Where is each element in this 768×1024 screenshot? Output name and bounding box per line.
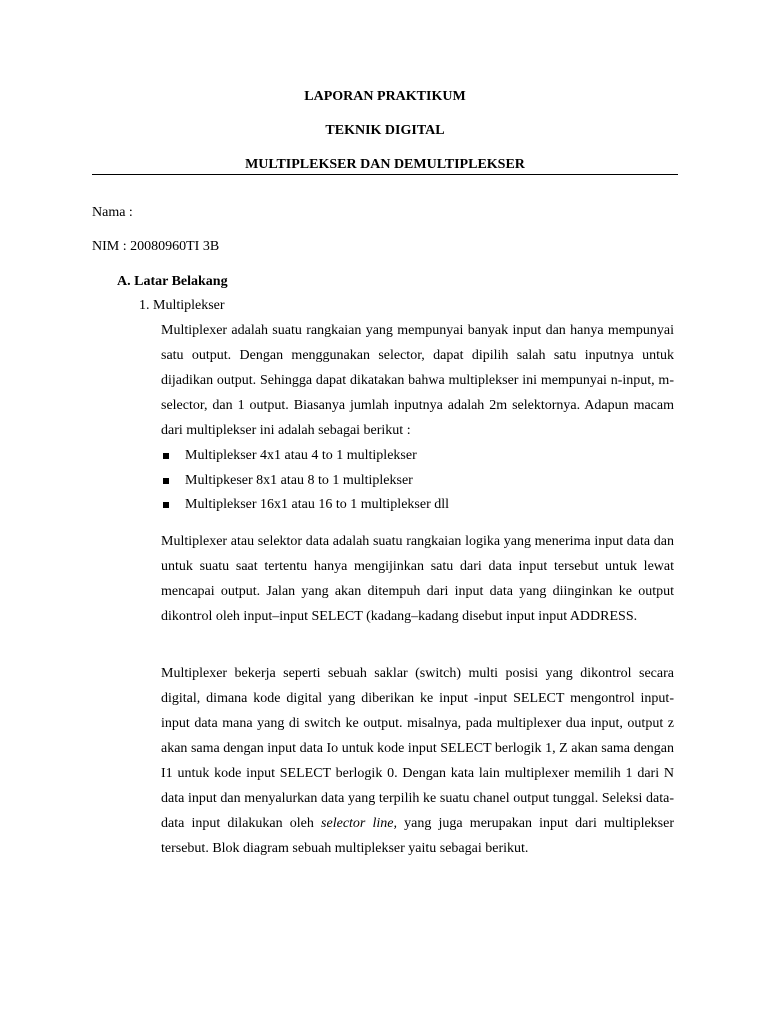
paragraph-3-italic-term: selector line, xyxy=(321,816,398,831)
section-heading: A. Latar Belakang xyxy=(117,274,228,289)
paragraph-2 xyxy=(161,529,674,629)
report-title: LAPORAN PRAKTIKUM xyxy=(304,89,466,104)
list-item-text: Multipkeser 8x1 atau 8 to 1 multiplekser xyxy=(185,472,413,488)
nim-field: NIM : 20080960TI 3B xyxy=(92,239,220,254)
paragraph-3-part-1: Multiplexer bekerja seperti sebuah saklar (switch) multi posisi yang dikontrol secara digital, dimana kode digital yang diberikan ke input -input SELECT mengontrol input-input data mana yang di switch ke output. misalnya, pada multiplexer dua input, output z akan sama dengan input data Io untuk kode input SELECT berlogik 1, Z akan sama dengan I1 untuk kode input SELECT berlogik 0. Dengan kata lain multiplexer memilih 1 dari N data input dan menyalurkan data yang terpilih ke suatu chanel output tunggal. Seleksi data-data input dilakukan oleh xyxy=(161,666,674,831)
bullet-square-icon xyxy=(163,453,169,459)
topic-title: MULTIPLEKSER DAN DEMULTIPLEKSER xyxy=(245,157,525,172)
list-item xyxy=(161,493,674,518)
list-item xyxy=(161,444,674,469)
name-field: Nama : xyxy=(92,205,133,220)
paragraph-3 xyxy=(161,661,674,861)
paragraph-2-text: Multiplexer atau selektor data adalah suatu rangkaian logika yang menerima input data dan untuk suatu saat tertentu hanya mengijinkan satu dari data input tersebut untuk lewat mencapai output. Jalan yang akan ditempuh dari input data yang diinginkan ke output dikontrol oleh input–input SELECT (kadang–kadang disebut input input ADDRESS. xyxy=(161,534,674,624)
paragraph-1-text: Multiplexer adalah suatu rangkaian yang mempunyai banyak input dan hanya mempunyai satu output. Dengan menggunakan selector, dapat dipilih salah satu inputnya untuk dijadikan output. Sehingga dapat dikatakan bahwa multiplekser ini mempunyai n-input, m-selector, dan 1 output. Biasanya jumlah inputnya adalah 2m selektornya. Adapun macam dari multiplekser ini adalah sebagai berikut : xyxy=(161,323,674,438)
multiplexer-types-list xyxy=(161,444,674,518)
list-item-text: Multiplekser 4x1 atau 4 to 1 multiplekser xyxy=(185,448,417,463)
list-item xyxy=(161,469,674,494)
paragraph-3-part-2: yang juga merupakan input dari multiplekser tersebut. Blok diagram sebuah multiplekser yaitu sebagai berikut. xyxy=(161,816,674,856)
course-title: TEKNIK DIGITAL xyxy=(325,123,445,138)
subsection-heading: 1. Multiplekser xyxy=(139,298,225,313)
bullet-square-icon xyxy=(163,478,169,484)
paragraph-1 xyxy=(161,318,674,443)
list-item-text: Multiplekser 16x1 atau 16 to 1 multiplekser dll xyxy=(185,497,450,512)
title-divider xyxy=(92,174,678,175)
bullet-square-icon xyxy=(163,502,169,508)
paragraph-3-text xyxy=(161,661,674,861)
